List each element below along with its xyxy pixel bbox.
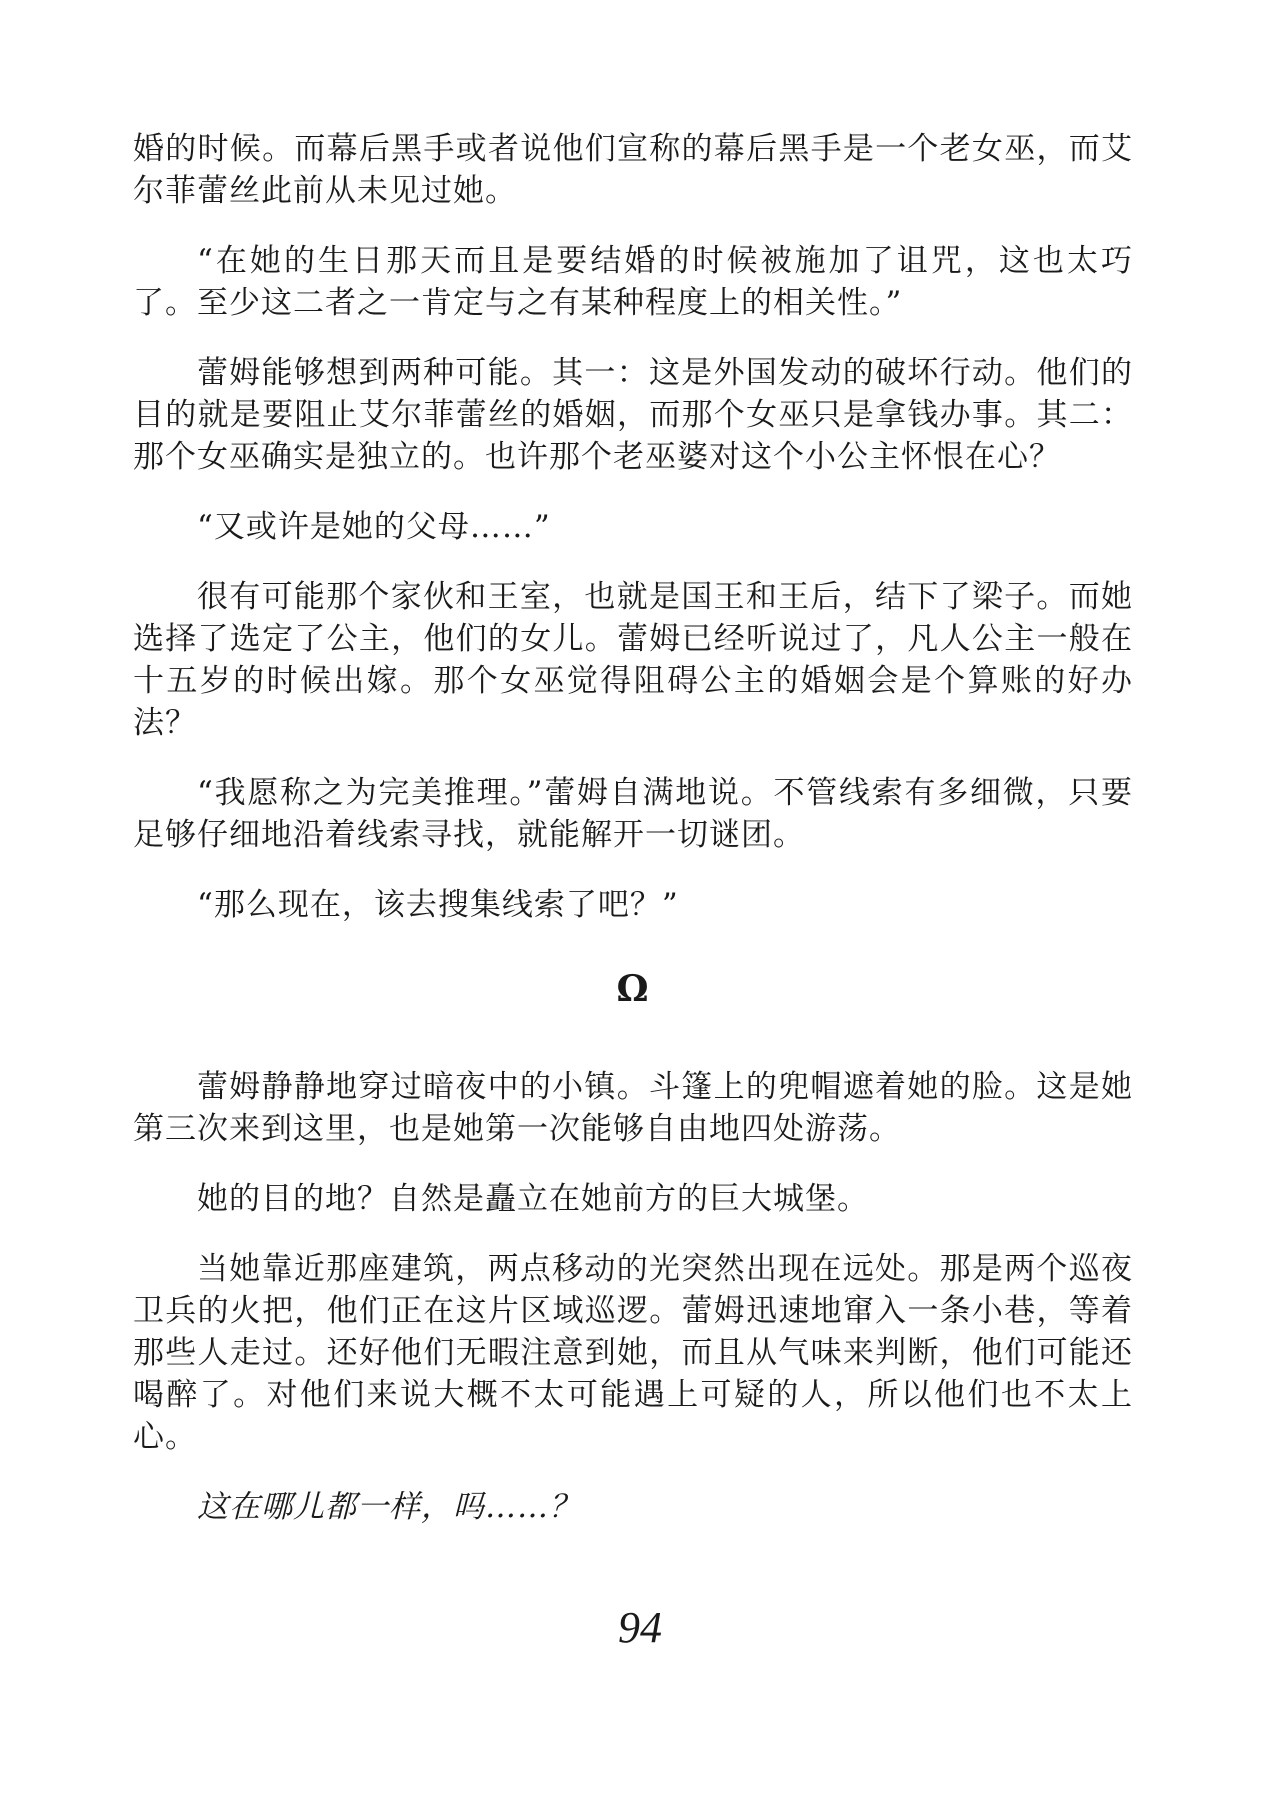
paragraph: 蕾姆能够想到两种可能。其一：这是外国发动的破坏行动。他们的目的就是要阻止艾尔菲蕾丝的婚姻，而那个女巫只是拿钱办事。其二：那个女巫确实是独立的。也许那个老巫婆对这个小公主怀恨在心？ bbox=[133, 355, 1133, 475]
section-break-omega: Ω bbox=[616, 968, 650, 1010]
paragraph-italic-thought: 这在哪儿都一样，吗……？ bbox=[197, 1489, 581, 1525]
paragraph-continuation: 婚的时候。而幕后黑手或者说他们宣称的幕后黑手是一个老女巫，而艾尔菲蕾丝此前从未见过她。 bbox=[133, 131, 1133, 209]
paragraph: 很有可能那个家伙和王室，也就是国王和王后，结下了梁子。而她选择了选定了公主，他们的女儿。蕾姆已经听说过了，凡人公主一般在十五岁的时候出嫁。那个女巫觉得阻碍公主的婚姻会是个算账的好办法？ bbox=[133, 579, 1133, 741]
paragraph: “我愿称之为完美推理。”蕾姆自满地说。不管线索有多细微，只要足够仔细地沿着线索寻找，就能解开一切谜团。 bbox=[133, 775, 1133, 853]
paragraph: 蕾姆静静地穿过暗夜中的小镇。斗篷上的兜帽遮着她的脸。这是她第三次来到这里，也是她第一次能够自由地四处游荡。 bbox=[133, 1069, 1133, 1147]
paragraph: “又或许是她的父母……” bbox=[197, 509, 551, 545]
paragraph: “那么现在，该去搜集线索了吧？” bbox=[197, 887, 679, 923]
page-number: 94 bbox=[618, 1603, 662, 1652]
paragraph: 她的目的地？自然是矗立在她前方的巨大城堡。 bbox=[197, 1181, 869, 1217]
paragraph: 当她靠近那座建筑，两点移动的光突然出现在远处。那是两个巡夜卫兵的火把，他们正在这片区域巡逻。蕾姆迅速地窜入一条小巷，等着那些人走过。还好他们无暇注意到她，而且从气味来判断，他们可能还喝醉了。对他们来说大概不太可能遇上可疑的人，所以他们也不太上心。 bbox=[133, 1251, 1133, 1455]
body-text bbox=[133, 128, 1133, 1556]
paragraph: “在她的生日那天而且是要结婚的时候被施加了诅咒，这也太巧了。至少这二者之一肯定与之有某种程度上的相关性。” bbox=[133, 243, 1133, 321]
